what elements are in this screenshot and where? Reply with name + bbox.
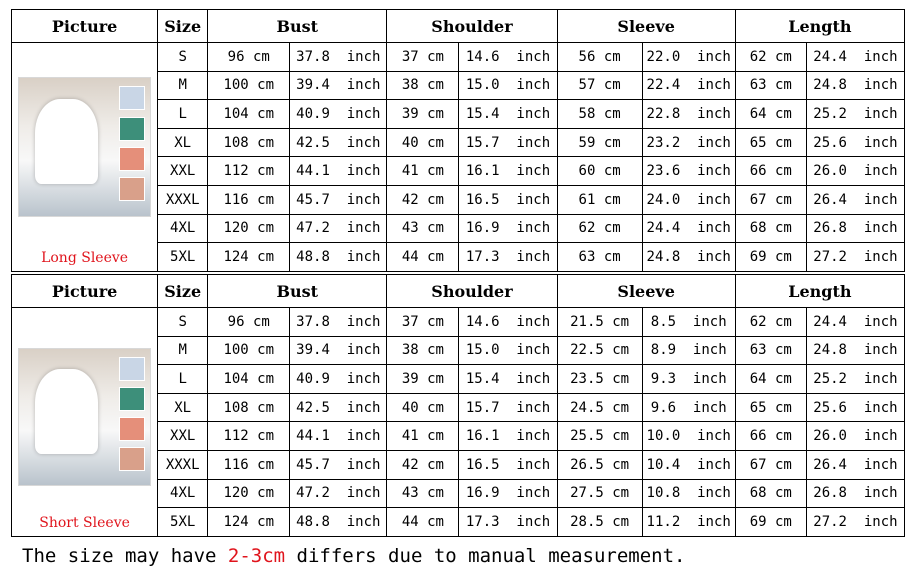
sl-in-cell: 24.0 inch <box>642 185 735 214</box>
sh-cm-cell: 40 cm <box>387 393 459 422</box>
len-in-cell: 26.4 inch <box>806 450 904 479</box>
len-in-cell: 24.8 inch <box>806 336 904 365</box>
sl-cm-cell: 28.5 cm <box>557 508 642 537</box>
size-chart-long-sleeve <box>11 9 905 272</box>
len-in-cell: 26.0 inch <box>806 422 904 451</box>
len-cm-cell: 67 cm <box>735 450 806 479</box>
sl-in-cell: 10.4 inch <box>642 450 735 479</box>
bust-in-cell: 44.1 inch <box>290 157 387 186</box>
sl-in-cell: 24.8 inch <box>642 243 735 272</box>
sl-in-cell: 8.9 inch <box>642 336 735 365</box>
sh-cm-cell: 38 cm <box>387 71 459 100</box>
sl-cm-cell: 23.5 cm <box>557 365 642 394</box>
header-length: Length <box>735 10 904 43</box>
sl-cm-cell: 56 cm <box>557 43 642 72</box>
bust-cm-cell: 104 cm <box>208 365 290 394</box>
sl-cm-cell: 61 cm <box>557 185 642 214</box>
bust-in-cell: 45.7 inch <box>290 450 387 479</box>
sl-cm-cell: 24.5 cm <box>557 393 642 422</box>
sh-cm-cell: 39 cm <box>387 100 459 129</box>
size-cell: L <box>158 100 208 129</box>
size-cell: XL <box>158 393 208 422</box>
sh-cm-cell: 39 cm <box>387 365 459 394</box>
len-cm-cell: 68 cm <box>735 214 806 243</box>
sh-in-cell: 15.0 inch <box>459 71 557 100</box>
sleeve-type-caption: Long Sleeve <box>41 249 129 266</box>
sh-cm-cell: 41 cm <box>387 422 459 451</box>
blouse-shape <box>35 369 98 453</box>
len-cm-cell: 69 cm <box>735 508 806 537</box>
sh-cm-cell: 38 cm <box>387 336 459 365</box>
len-in-cell: 27.2 inch <box>806 243 904 272</box>
sh-in-cell: 15.0 inch <box>459 336 557 365</box>
len-cm-cell: 63 cm <box>735 336 806 365</box>
header-sleeve: Sleeve <box>557 10 735 43</box>
len-cm-cell: 68 cm <box>735 479 806 508</box>
sh-cm-cell: 41 cm <box>387 157 459 186</box>
header-length: Length <box>735 275 904 308</box>
sh-in-cell: 15.4 inch <box>459 100 557 129</box>
table-row <box>12 43 905 72</box>
color-variant-thumbnail <box>119 86 145 110</box>
len-in-cell: 26.4 inch <box>806 185 904 214</box>
sh-in-cell: 16.9 inch <box>459 479 557 508</box>
bust-in-cell: 37.8 inch <box>290 43 387 72</box>
header-picture: Picture <box>12 275 158 308</box>
bust-in-cell: 47.2 inch <box>290 214 387 243</box>
size-cell: 5XL <box>158 508 208 537</box>
sl-cm-cell: 63 cm <box>557 243 642 272</box>
sl-cm-cell: 57 cm <box>557 71 642 100</box>
measurement-note <box>22 545 685 567</box>
bust-cm-cell: 124 cm <box>208 508 290 537</box>
sh-cm-cell: 37 cm <box>387 308 459 337</box>
len-cm-cell: 62 cm <box>735 308 806 337</box>
bust-cm-cell: 112 cm <box>208 157 290 186</box>
sh-in-cell: 17.3 inch <box>459 243 557 272</box>
bust-in-cell: 44.1 inch <box>290 422 387 451</box>
header-bust: Bust <box>208 275 387 308</box>
size-cell: XXXL <box>158 450 208 479</box>
sl-in-cell: 8.5 inch <box>642 308 735 337</box>
header-size: Size <box>158 275 208 308</box>
sleeve-type-caption: Short Sleeve <box>39 514 130 531</box>
sh-in-cell: 16.5 inch <box>459 450 557 479</box>
header-size: Size <box>158 10 208 43</box>
product-picture-cell <box>12 308 158 537</box>
size-cell: S <box>158 43 208 72</box>
len-cm-cell: 62 cm <box>735 43 806 72</box>
sl-cm-cell: 62 cm <box>557 214 642 243</box>
color-variant-thumbnail <box>119 387 145 411</box>
sh-in-cell: 14.6 inch <box>459 308 557 337</box>
len-cm-cell: 66 cm <box>735 422 806 451</box>
len-in-cell: 24.4 inch <box>806 308 904 337</box>
sh-cm-cell: 44 cm <box>387 243 459 272</box>
note-highlight: 2-3cm <box>227 545 286 567</box>
sh-in-cell: 15.7 inch <box>459 128 557 157</box>
size-cell: L <box>158 365 208 394</box>
sh-in-cell: 16.1 inch <box>459 422 557 451</box>
table-row <box>12 308 905 337</box>
header-sleeve: Sleeve <box>557 275 735 308</box>
size-cell: XL <box>158 128 208 157</box>
size-cell: XXXL <box>158 185 208 214</box>
bust-cm-cell: 112 cm <box>208 422 290 451</box>
bust-in-cell: 42.5 inch <box>290 393 387 422</box>
bust-cm-cell: 116 cm <box>208 450 290 479</box>
sh-cm-cell: 37 cm <box>387 43 459 72</box>
sl-cm-cell: 58 cm <box>557 100 642 129</box>
bust-in-cell: 48.8 inch <box>290 508 387 537</box>
header-row <box>12 275 905 308</box>
bust-in-cell: 48.8 inch <box>290 243 387 272</box>
size-cell: 4XL <box>158 214 208 243</box>
white-ruffle-short-sleeve-blouse-photo <box>18 348 151 486</box>
sl-in-cell: 11.2 inch <box>642 508 735 537</box>
bust-cm-cell: 120 cm <box>208 214 290 243</box>
header-picture: Picture <box>12 10 158 43</box>
bust-cm-cell: 116 cm <box>208 185 290 214</box>
sh-in-cell: 16.9 inch <box>459 214 557 243</box>
note-text-after: differs due to manual measurement. <box>285 545 686 567</box>
header-shoulder: Shoulder <box>387 275 557 308</box>
len-in-cell: 25.2 inch <box>806 365 904 394</box>
color-variant-thumbnail <box>119 117 145 141</box>
sl-cm-cell: 22.5 cm <box>557 336 642 365</box>
sh-cm-cell: 43 cm <box>387 214 459 243</box>
sh-in-cell: 15.4 inch <box>459 365 557 394</box>
blouse-shape <box>35 99 98 185</box>
bust-cm-cell: 100 cm <box>208 336 290 365</box>
color-variant-thumbnail <box>119 357 145 381</box>
len-cm-cell: 65 cm <box>735 128 806 157</box>
len-cm-cell: 65 cm <box>735 393 806 422</box>
sh-in-cell: 14.6 inch <box>459 43 557 72</box>
sl-in-cell: 23.6 inch <box>642 157 735 186</box>
sl-cm-cell: 27.5 cm <box>557 479 642 508</box>
color-variant-thumbnail <box>119 147 145 171</box>
size-cell: XXL <box>158 157 208 186</box>
sh-in-cell: 17.3 inch <box>459 508 557 537</box>
size-cell: M <box>158 336 208 365</box>
sh-in-cell: 16.1 inch <box>459 157 557 186</box>
sl-in-cell: 24.4 inch <box>642 214 735 243</box>
len-cm-cell: 69 cm <box>735 243 806 272</box>
sh-cm-cell: 44 cm <box>387 508 459 537</box>
len-cm-cell: 67 cm <box>735 185 806 214</box>
size-cell: 5XL <box>158 243 208 272</box>
len-in-cell: 24.4 inch <box>806 43 904 72</box>
len-in-cell: 24.8 inch <box>806 71 904 100</box>
bust-cm-cell: 108 cm <box>208 393 290 422</box>
bust-cm-cell: 100 cm <box>208 71 290 100</box>
bust-cm-cell: 104 cm <box>208 100 290 129</box>
len-in-cell: 26.8 inch <box>806 479 904 508</box>
sl-cm-cell: 59 cm <box>557 128 642 157</box>
bust-in-cell: 45.7 inch <box>290 185 387 214</box>
len-in-cell: 26.0 inch <box>806 157 904 186</box>
len-in-cell: 25.2 inch <box>806 100 904 129</box>
size-cell: XXL <box>158 422 208 451</box>
size-cell: M <box>158 71 208 100</box>
sl-in-cell: 23.2 inch <box>642 128 735 157</box>
sh-cm-cell: 43 cm <box>387 479 459 508</box>
color-variant-thumbnail <box>119 177 145 201</box>
sl-in-cell: 9.3 inch <box>642 365 735 394</box>
sl-in-cell: 22.8 inch <box>642 100 735 129</box>
color-variant-thumbnail <box>119 447 145 471</box>
sl-in-cell: 10.0 inch <box>642 422 735 451</box>
bust-in-cell: 39.4 inch <box>290 71 387 100</box>
white-ruffle-long-sleeve-blouse-photo <box>18 77 151 217</box>
len-in-cell: 26.8 inch <box>806 214 904 243</box>
bust-cm-cell: 96 cm <box>208 308 290 337</box>
bust-cm-cell: 96 cm <box>208 43 290 72</box>
bust-in-cell: 42.5 inch <box>290 128 387 157</box>
header-shoulder: Shoulder <box>387 10 557 43</box>
len-in-cell: 25.6 inch <box>806 128 904 157</box>
product-picture-cell <box>12 43 158 272</box>
len-in-cell: 25.6 inch <box>806 393 904 422</box>
size-cell: 4XL <box>158 479 208 508</box>
sh-cm-cell: 42 cm <box>387 450 459 479</box>
size-cell: S <box>158 308 208 337</box>
sl-in-cell: 10.8 inch <box>642 479 735 508</box>
sh-in-cell: 15.7 inch <box>459 393 557 422</box>
sh-cm-cell: 42 cm <box>387 185 459 214</box>
bust-cm-cell: 120 cm <box>208 479 290 508</box>
sl-cm-cell: 25.5 cm <box>557 422 642 451</box>
len-cm-cell: 66 cm <box>735 157 806 186</box>
bust-in-cell: 37.8 inch <box>290 308 387 337</box>
header-row <box>12 10 905 43</box>
bust-in-cell: 40.9 inch <box>290 100 387 129</box>
len-cm-cell: 64 cm <box>735 100 806 129</box>
sl-cm-cell: 21.5 cm <box>557 308 642 337</box>
sl-cm-cell: 60 cm <box>557 157 642 186</box>
len-cm-cell: 64 cm <box>735 365 806 394</box>
sl-in-cell: 9.6 inch <box>642 393 735 422</box>
len-in-cell: 27.2 inch <box>806 508 904 537</box>
sl-in-cell: 22.4 inch <box>642 71 735 100</box>
bust-in-cell: 39.4 inch <box>290 336 387 365</box>
bust-cm-cell: 108 cm <box>208 128 290 157</box>
len-cm-cell: 63 cm <box>735 71 806 100</box>
bust-in-cell: 40.9 inch <box>290 365 387 394</box>
sh-in-cell: 16.5 inch <box>459 185 557 214</box>
color-variant-thumbnail <box>119 417 145 441</box>
sl-in-cell: 22.0 inch <box>642 43 735 72</box>
bust-in-cell: 47.2 inch <box>290 479 387 508</box>
sh-cm-cell: 40 cm <box>387 128 459 157</box>
size-chart-short-sleeve <box>11 274 905 537</box>
sl-cm-cell: 26.5 cm <box>557 450 642 479</box>
bust-cm-cell: 124 cm <box>208 243 290 272</box>
header-bust: Bust <box>208 10 387 43</box>
note-text-before: The size may have <box>22 545 228 567</box>
